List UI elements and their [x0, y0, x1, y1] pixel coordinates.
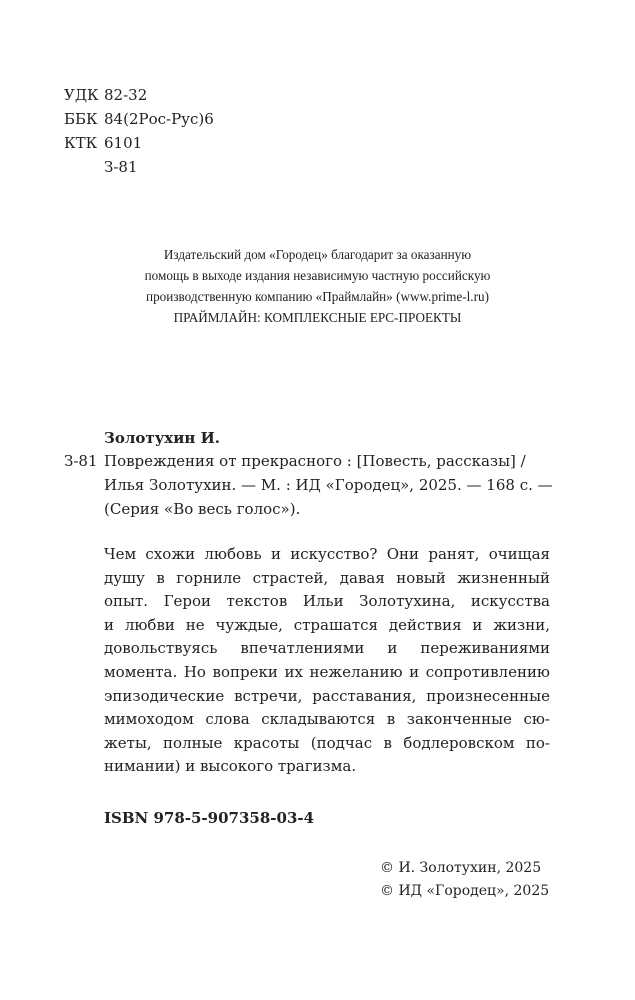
- ktk-row: [64, 131, 214, 155]
- ack-line: производственную компанию «Праймлайн» (www.prime-l.ru): [146, 289, 489, 304]
- ack-line: помощь в выходе издания независимую частную российскую: [144, 268, 491, 283]
- udk-value: 82-32: [104, 86, 148, 104]
- bib-line: Повреждения от прекрасного : [Повесть, рассказы] /: [104, 452, 526, 470]
- annotation: [104, 543, 550, 779]
- bib-line: (Серия «Во весь голос»).: [104, 500, 301, 518]
- annotation-line: душу в горниле страстей, давая новый жизненный: [104, 568, 550, 587]
- udk-row: [64, 83, 214, 107]
- isbn: ISBN 978-5-907358-03-4: [104, 809, 315, 827]
- bib-line: Илья Золотухин. — М. : ИД «Городец», 2025. — 168 с. —: [104, 476, 553, 494]
- annotation-line: и любви не чуждые, страшатся действия и жизни,: [104, 615, 550, 634]
- acknowledgement: [0, 244, 635, 328]
- bbk-label: ББК: [64, 110, 98, 128]
- annotation-line: мимоходом слова складываются в законченные сю-: [104, 710, 550, 729]
- annotation-line: довольствуясь впечатлениями и переживаниями: [104, 639, 550, 658]
- ack-line: ПРАЙМЛАЙН: КОМПЛЕКСНЫЕ EPC-ПРОЕКТЫ: [173, 310, 462, 325]
- bib-author: Золотухин И.: [104, 429, 220, 447]
- annotation-line: Чем схожи любовь и искусство? Они ранят, очищая: [104, 545, 550, 563]
- annotation-line: эпизодические встречи, расставания, произнесенные: [104, 686, 550, 705]
- copyright-author: © И. Золотухин, 2025: [380, 860, 542, 876]
- ktk-value: 6101: [104, 134, 143, 152]
- udk-label: УДК: [64, 86, 99, 104]
- annotation-line: опыт. Герои текстов Ильи Золотухина, искусства: [104, 592, 550, 611]
- annotation-line: момента. Но вопреки их нежеланию и сопротивлению: [104, 662, 550, 681]
- bbk-row: [64, 107, 214, 131]
- ack-line: Издательский дом «Городец» благодарит за оказанную: [163, 247, 472, 262]
- annotation-line: жеты, полные красоты (подчас в бодлеровском по-: [104, 733, 550, 752]
- author-mark: З-81: [104, 158, 138, 176]
- bib-description: [104, 449, 553, 521]
- bib-mark: З-81: [64, 452, 98, 470]
- copyright-block: [380, 857, 549, 903]
- classification-block: [64, 83, 214, 179]
- copyright-publisher: © ИД «Городец», 2025: [380, 883, 550, 899]
- author-mark-row: [64, 155, 214, 179]
- annotation-line: нимании) и высокого трагизма.: [104, 757, 357, 776]
- bbk-value: 84(2Рос-Рус)6: [104, 110, 214, 128]
- ktk-label: КТК: [64, 134, 98, 152]
